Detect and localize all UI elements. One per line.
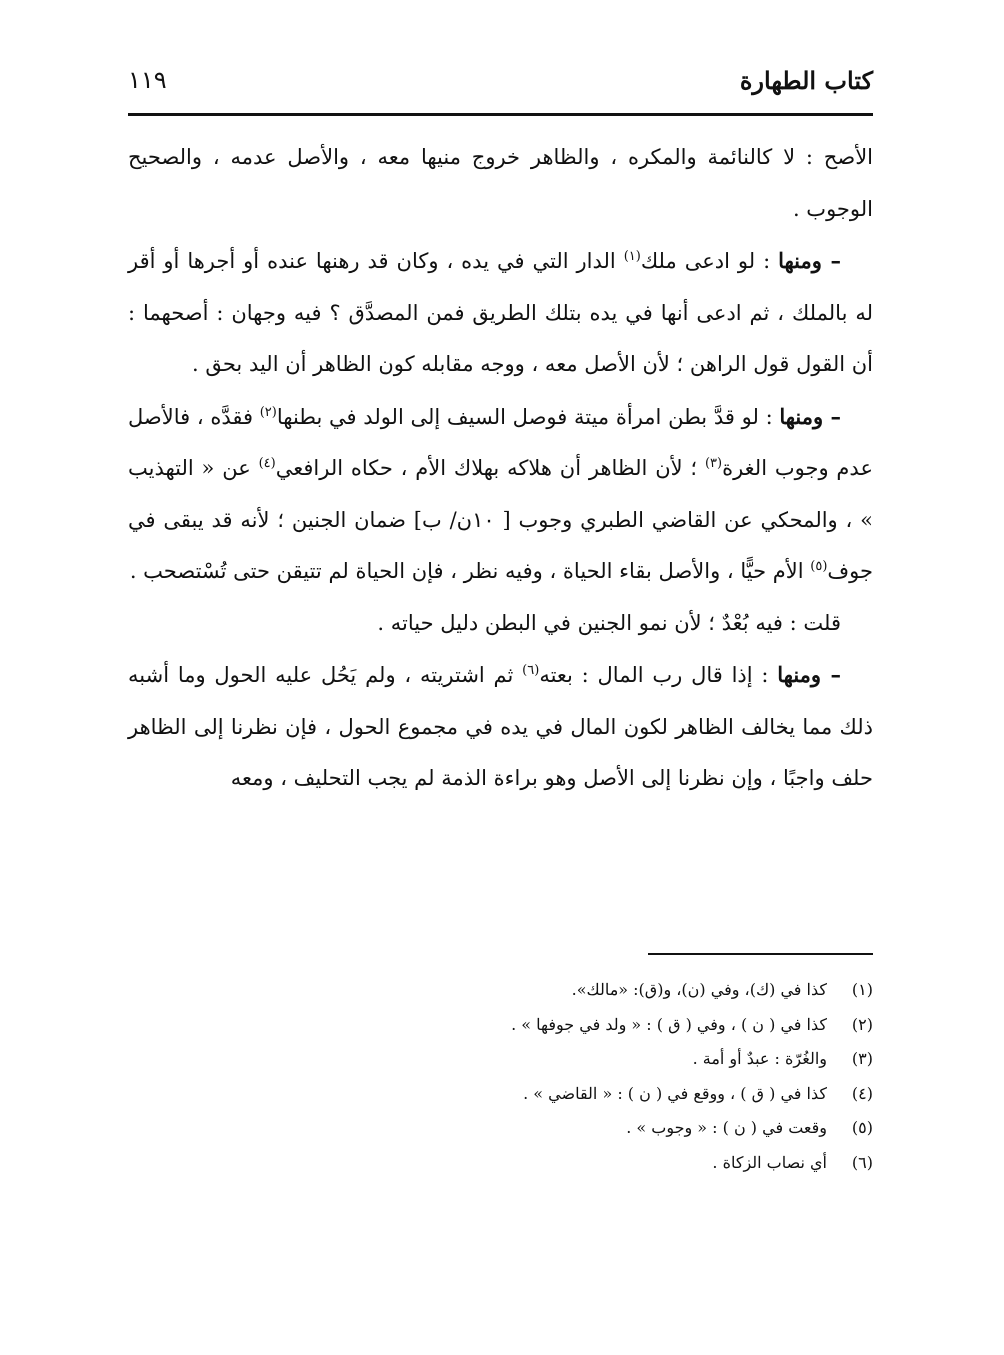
paragraph-lead: – ومنها: [778, 248, 841, 273]
paragraph-text: : لو ادعى ملك: [640, 249, 779, 273]
header-divider: [128, 113, 873, 116]
footnote-ref[interactable]: (١): [623, 249, 641, 264]
paragraph-text: ؛ لأن الظاهر أن هلاكه بهلاك الأم ، حكاه الرافعي: [275, 456, 705, 480]
footnote-text: أي نصاب الزكاة .: [712, 1152, 827, 1172]
footnote-ref[interactable]: (٤): [258, 456, 276, 471]
footnote-ref[interactable]: (٣): [704, 456, 723, 471]
paragraph-text: الدار التي في يده ، وكان قد رهنها عنده أو أجرها أو أقر له بالملك ، ثم ادعى أنها في يده بتلك الطريق فمن المصدَّق ؟ فيه وجهان : أصحهما : أن القول قول الراهن ؛ لأن الأصل معه ، ووجه مقابله كون الظاهر أن اليد بحق .: [128, 249, 873, 376]
footnote-text: كذا في (ك)، وفي (ن)، و(ق): «مالك».: [571, 980, 827, 999]
footnote-text: والغُرّة : عبدٌ أو أمة .: [692, 1049, 827, 1068]
paragraph: [128, 235, 873, 391]
paragraph-text: عن « التهذيب » ، والمحكي عن القاضي الطبري وجوب [ ١٠ن/ ب] ضمان الجنين ؛ لأنه قد يبقى في جوف: [128, 456, 873, 583]
paragraph-text: ثم اشتريته ، ولم يَحُل عليه الحول وما أشبه ذلك مما يخالف الظاهر لكون المال في يده في مجموع الحول ، فإن نظرنا إلى الظاهر حلف واجبًا ، وإن نظرنا إلى الأصل وهو براءة الذمة لم يجب التحليف ، ومعه: [128, 663, 873, 790]
footnote-item: [128, 1111, 873, 1146]
footnote-item: [128, 973, 873, 1008]
footnote-text: كذا في ( ن ) ، وفي ( ق ) : « ولد في جوفها » .: [511, 1014, 827, 1034]
paragraph-text: : إذا قال رب المال : بعته: [539, 663, 778, 687]
footnote-item: [128, 1042, 873, 1077]
paragraph-text: : لو قدَّ بطن امرأة ميتة فوصل السيف إلى الولد في بطنها: [276, 404, 780, 429]
main-text: [128, 132, 873, 805]
paragraph: [128, 391, 873, 598]
footnote-item: [128, 1146, 873, 1181]
paragraph-text: قلت : فيه بُعْدٌ ؛ لأن نمو الجنين في البطن دليل حياته .: [377, 610, 841, 635]
footnote-divider: [648, 953, 873, 955]
footnote-number: (٣): [851, 1049, 873, 1068]
footnote-text: وقعت في ( ن ) : « وجوب » .: [626, 1118, 827, 1137]
paragraph-lead: – ومنها: [779, 403, 841, 429]
footnote-ref[interactable]: (٢): [259, 404, 277, 420]
footnote-item: [128, 1077, 873, 1112]
page-header: [128, 66, 873, 110]
footnote-number: (٥): [851, 1118, 873, 1137]
paragraph: [128, 132, 873, 235]
footnote-number: (٦): [851, 1152, 873, 1172]
footnotes: [128, 973, 873, 1180]
footnote-ref[interactable]: (٦): [522, 663, 540, 678]
footnote-number: (٢): [851, 1014, 873, 1034]
running-title: كتاب الطهارة: [739, 66, 873, 95]
paragraph: [128, 649, 873, 805]
paragraph-text: الأم حيًّا ، والأصل بقاء الحياة ، وفيه نظر ، فإن الحياة لم تتيقن حتى تُسْتصحب .: [129, 559, 811, 583]
paragraph-text: الأصح : لا كالنائمة والمكره ، والظاهر خروج منيها معه ، والأصل عدمه ، والصحيح الوجوب .: [128, 145, 873, 221]
footnote-text: كذا في ( ق ) ، ووقع في ( ن ) : « القاضي » .: [523, 1083, 827, 1103]
paragraph-text: فقدَّه ، فالأصل عدم وجوب الغرة: [128, 404, 873, 480]
footnote-ref[interactable]: (٥): [810, 559, 828, 574]
footnote-number: (٤): [851, 1083, 873, 1103]
footnote-item: [128, 1008, 873, 1043]
paragraph: [128, 598, 873, 650]
paragraph-lead: – ومنها: [777, 662, 842, 687]
page-number: ١١٩: [128, 66, 167, 94]
footnote-number: (١): [851, 980, 873, 999]
